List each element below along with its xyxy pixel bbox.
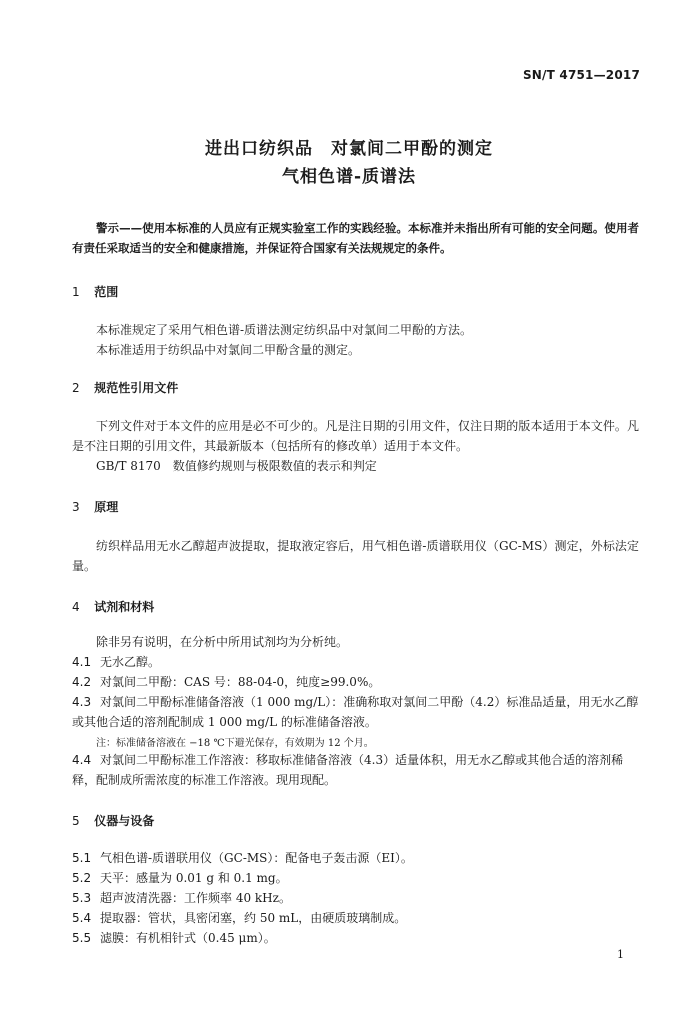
section-number: 2 xyxy=(72,381,80,395)
clause-4-2 xyxy=(72,672,380,692)
document-subtitle: 气相色谱-质谱法 xyxy=(281,167,417,187)
section-number: 4 xyxy=(72,600,80,614)
section-title: 规范性引用文件 xyxy=(94,381,179,395)
section-title: 原理 xyxy=(94,500,119,514)
clause-text: 超声波清洗器：工作频率 40 kHz。 xyxy=(100,891,291,905)
clause-text: 滤膜：有机相针式（0.45 μm）。 xyxy=(100,931,276,945)
section-4-intro: 除非另有说明，在分析中所用试剂均为分析纯。 xyxy=(96,635,349,649)
section-1-heading xyxy=(72,283,118,300)
note: 注：标准储备溶液在 −18 ℃下避光保存，有效期为 12 个月。 xyxy=(96,738,374,749)
section-2-paragraph: 下列文件对于本文件的应用是必不可少的。凡是注日期的引用文件，仅注日期的版本适用于本文件。凡是不注日期的引用文件，其最新版本（包括所有的修改单）适用于本文件。 xyxy=(72,419,639,453)
clause-number: 4.1 xyxy=(72,655,92,669)
section-title: 试剂和材料 xyxy=(94,600,155,614)
normative-reference: GB/T 8170 数值修约规则与极限数值的表示和判定 xyxy=(96,459,377,473)
clause-number: 5.3 xyxy=(72,891,92,905)
clause-4-4 xyxy=(72,750,623,770)
section-title: 仪器与设备 xyxy=(94,814,155,828)
clause-5-2 xyxy=(72,868,288,888)
section-1-paragraph-2: 本标准适用于纺织品中对氯间二甲酚含量的测定。 xyxy=(96,343,361,357)
clause-5-4 xyxy=(72,908,406,928)
page-number: 1 xyxy=(617,948,624,961)
document-title: 进出口纺织品 对氯间二甲酚的测定 xyxy=(205,139,493,159)
standard-code: SN/T 4751—2017 xyxy=(522,68,640,82)
section-1-paragraph-1: 本标准规定了采用气相色谱-质谱法测定纺织品中对氯间二甲酚的方法。 xyxy=(96,323,473,337)
clause-text: 无水乙醇。 xyxy=(100,655,161,669)
section-2-heading xyxy=(72,379,178,396)
clause-text: 天平：感量为 0.01 g 和 0.1 mg。 xyxy=(100,871,288,885)
section-title: 范围 xyxy=(94,285,119,299)
clause-number: 5.1 xyxy=(72,851,92,865)
clause-text: 对氯间二甲酚：CAS 号：88-04-0，纯度≥99.0%。 xyxy=(100,675,381,689)
clause-4-1 xyxy=(72,652,160,672)
section-3-paragraph: 纺织样品用无水乙醇超声波提取，提取液定容后，用气相色谱-质谱联用仪（GC-MS）测定，外标法定量。 xyxy=(72,539,639,573)
warning-paragraph: 警示——使用本标准的人员应有正规实验室工作的实践经验。本标准并未指出所有可能的安全问题。使用者有责任采取适当的安全和健康措施，并保证符合国家有关法规规定的条件。 xyxy=(72,221,639,255)
section-number: 5 xyxy=(72,814,80,828)
clause-number: 5.4 xyxy=(72,911,92,925)
clause-4-3-continued: 或其他合适的溶剂配制成 1 000 mg/L 的标准储备溶液。 xyxy=(72,715,377,729)
clause-text: 气相色谱-质谱联用仪（GC-MS）：配备电子轰击源（EI）。 xyxy=(100,851,413,865)
clause-number: 4.2 xyxy=(72,675,92,689)
clause-number: 5.2 xyxy=(72,871,92,885)
clause-number: 5.5 xyxy=(72,931,92,945)
clause-text: 对氯间二甲酚标准储备溶液（1 000 mg/L）：准确称取对氯间二甲酚（4.2）标准品适量，用无水乙醇 xyxy=(100,695,639,709)
clause-5-1 xyxy=(72,848,413,868)
clause-text: 提取器：管状，具密闭塞，约 50 mL，由硬质玻璃制成。 xyxy=(100,911,407,925)
clause-text: 对氯间二甲酚标准工作溶液：移取标准储备溶液（4.3）适量体积，用无水乙醇或其他合适的溶剂稀 xyxy=(100,753,624,767)
section-number: 1 xyxy=(72,285,80,299)
clause-5-3 xyxy=(72,888,291,908)
section-3-heading xyxy=(72,498,118,515)
clause-5-5 xyxy=(72,928,276,948)
section-number: 3 xyxy=(72,500,80,514)
clause-number: 4.3 xyxy=(72,695,92,709)
clause-4-3 xyxy=(72,692,638,712)
clause-4-4-continued: 释，配制成所需浓度的标准工作溶液。现用现配。 xyxy=(72,773,337,787)
clause-number: 4.4 xyxy=(72,753,92,767)
section-4-heading xyxy=(72,598,154,615)
section-5-heading xyxy=(72,812,154,829)
